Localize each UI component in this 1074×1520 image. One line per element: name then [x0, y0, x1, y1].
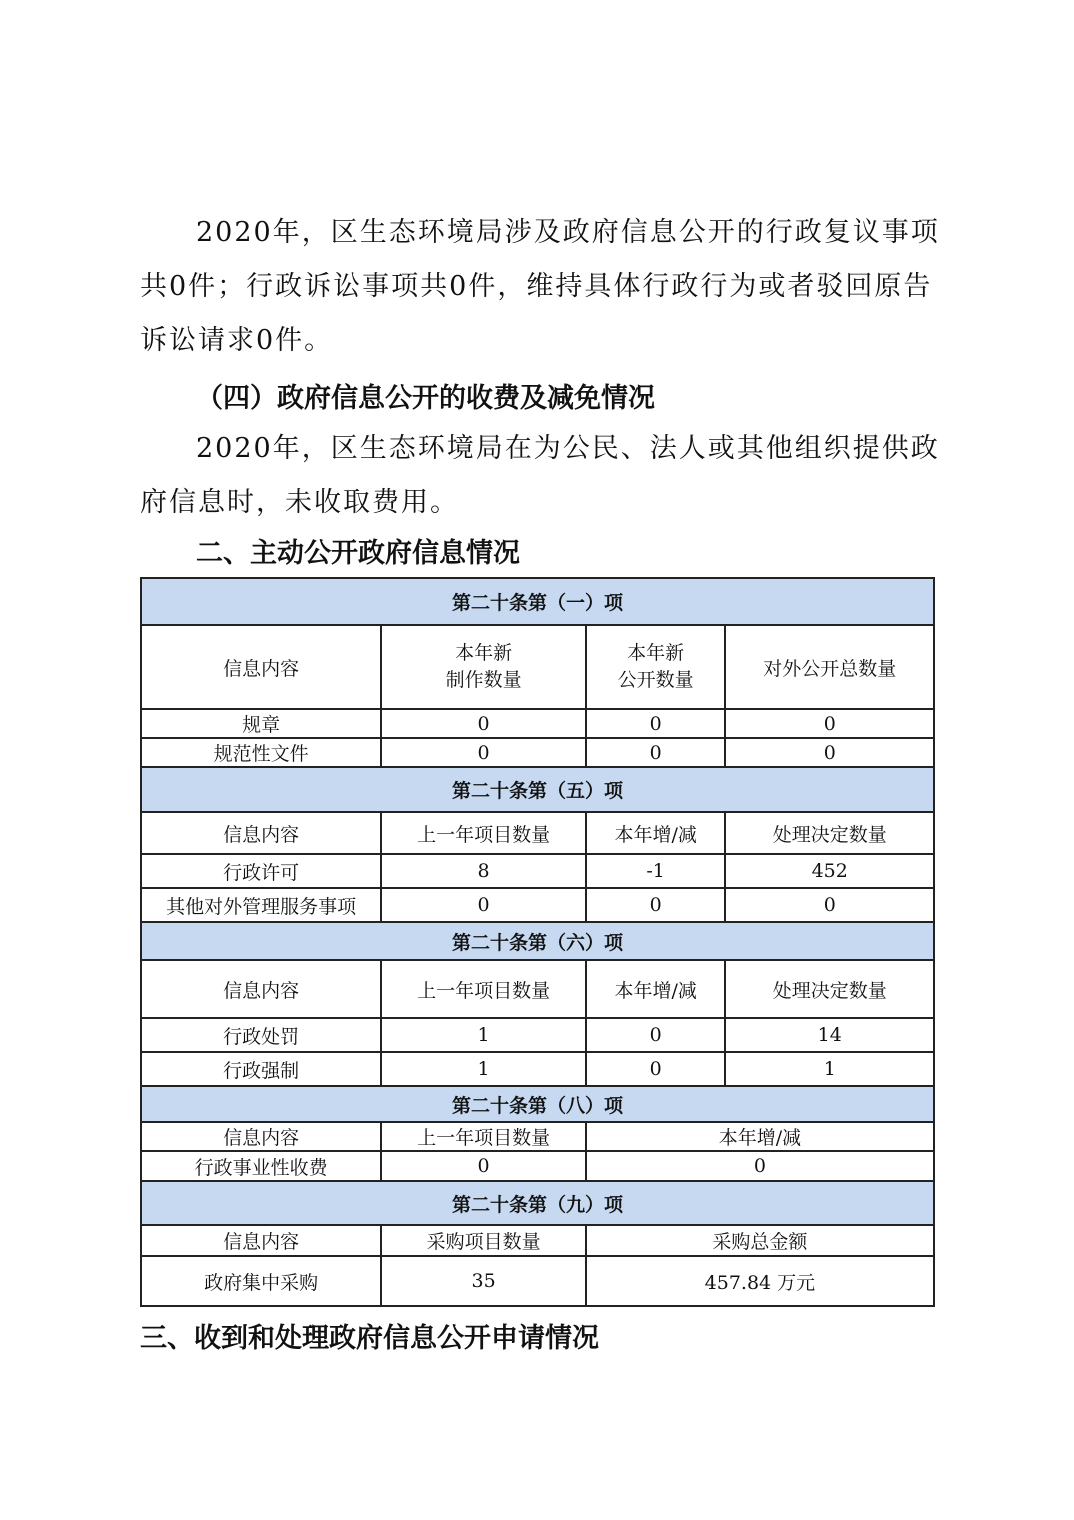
heading-fees: （四）政府信息公开的收费及减免情况 [196, 383, 655, 414]
column-header: 采购项目数量 [381, 1225, 585, 1256]
table-row [141, 1151, 934, 1181]
cell: 政府集中采购 [141, 1256, 381, 1306]
column-header: 信息内容 [141, 625, 381, 709]
column-header: 信息内容 [141, 812, 381, 854]
cell: 0 [725, 738, 934, 767]
cell: -1 [586, 854, 726, 888]
cell: 规章 [141, 709, 381, 738]
cell: 0 [586, 738, 726, 767]
column-header: 处理决定数量 [725, 812, 934, 854]
cell: 457.84 万元 [586, 1256, 934, 1306]
cell: 1 [381, 1018, 585, 1052]
column-header: 本年新 公开数量 [586, 625, 726, 709]
column-header: 本年新 制作数量 [381, 625, 585, 709]
cell: 行政强制 [141, 1052, 381, 1086]
cell: 0 [381, 888, 585, 922]
column-header: 信息内容 [141, 1122, 381, 1151]
cell: 8 [381, 854, 585, 888]
column-header: 对外公开总数量 [725, 625, 934, 709]
section-title: 第二十条第（一）项 [141, 578, 934, 625]
cell: 规范性文件 [141, 738, 381, 767]
heading-applications: 三、收到和处理政府信息公开申请情况 [140, 1323, 599, 1354]
cell: 0 [586, 888, 726, 922]
column-header: 信息内容 [141, 1225, 381, 1256]
cell: 452 [725, 854, 934, 888]
column-header: 本年增/减 [586, 960, 726, 1018]
cell: 1 [725, 1052, 934, 1086]
column-header: 信息内容 [141, 960, 381, 1018]
cell: 0 [725, 709, 934, 738]
cell: 0 [586, 709, 726, 738]
cell: 1 [381, 1052, 585, 1086]
column-header: 上一年项目数量 [381, 960, 585, 1018]
table-row [141, 1052, 934, 1086]
section-title: 第二十条第（五）项 [141, 767, 934, 812]
cell: 行政许可 [141, 854, 381, 888]
cell: 0 [586, 1151, 934, 1181]
column-header: 处理决定数量 [725, 960, 934, 1018]
table-row [141, 854, 934, 888]
heading-active-disclosure: 二、主动公开政府信息情况 [196, 538, 520, 569]
cell: 0 [381, 1151, 585, 1181]
cell: 14 [725, 1018, 934, 1052]
paragraph-fees: 2020年，区生态环境局在为公民、法人或其他组织提供政府信息时，未收取费用。 [140, 433, 940, 518]
table-row [141, 738, 934, 767]
section-title: 第二十条第（八）项 [141, 1086, 934, 1122]
paragraph-review-litigation: 2020年，区生态环境局涉及政府信息公开的行政复议事项共0件；行政诉讼事项共0件，维持具体行政行为或者驳回原告诉讼请求0件。 [140, 217, 940, 356]
cell: 行政事业性收费 [141, 1151, 381, 1181]
table-row [141, 1018, 934, 1052]
column-header: 上一年项目数量 [381, 812, 585, 854]
cell: 35 [381, 1256, 585, 1306]
section-title: 第二十条第（六）项 [141, 922, 934, 960]
column-header: 本年增/减 [586, 812, 726, 854]
cell: 0 [725, 888, 934, 922]
cell: 其他对外管理服务事项 [141, 888, 381, 922]
cell: 0 [586, 1018, 726, 1052]
column-header: 本年增/减 [586, 1122, 934, 1151]
table-row [141, 888, 934, 922]
column-header: 上一年项目数量 [381, 1122, 585, 1151]
disclosure-table [140, 577, 935, 1307]
column-header: 采购总金额 [586, 1225, 934, 1256]
cell: 行政处罚 [141, 1018, 381, 1052]
cell: 0 [381, 738, 585, 767]
cell: 0 [586, 1052, 726, 1086]
table-row [141, 709, 934, 738]
table-row [141, 1256, 934, 1306]
cell: 0 [381, 709, 585, 738]
section-title: 第二十条第（九）项 [141, 1181, 934, 1225]
